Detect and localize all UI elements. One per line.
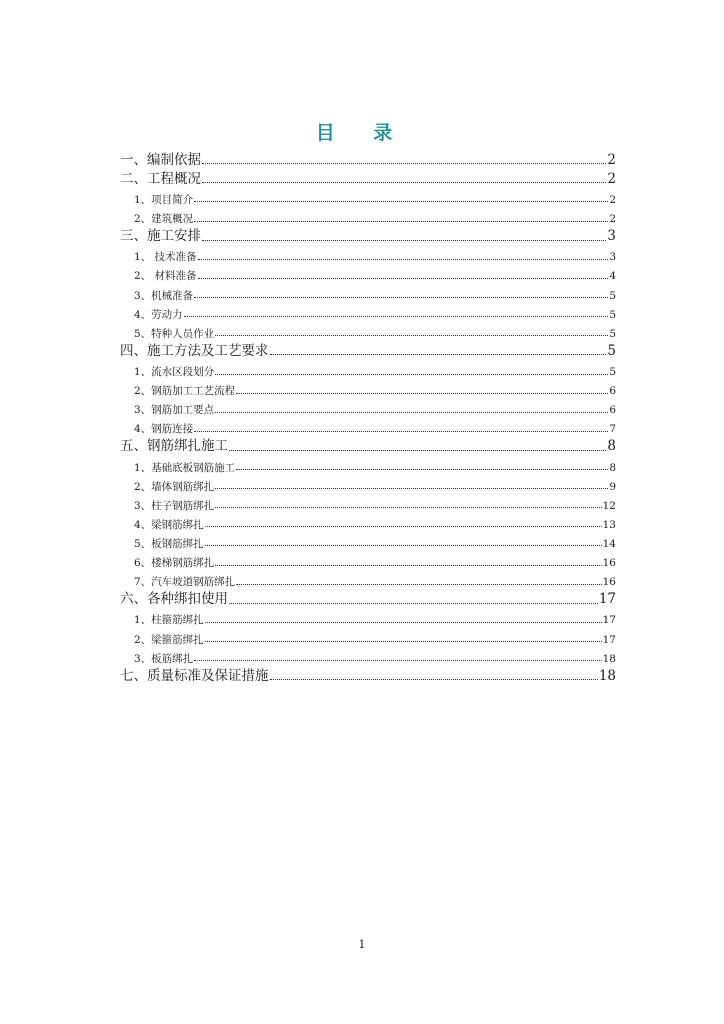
toc-entry-title: 七、质量标准及保证措施	[120, 667, 269, 684]
toc-entry-page: 5	[609, 366, 616, 378]
toc-entry-title: 3、钢筋加工要点	[134, 404, 215, 417]
toc-section-entry[interactable]	[120, 588, 616, 607]
dot-leader	[194, 430, 608, 432]
toc-entry-title: 3、板筋绑扎	[134, 652, 194, 665]
toc-entry-title: 三、施工安排	[120, 228, 201, 245]
toc-entry-title: 3、柱子钢筋绑扎	[134, 499, 215, 512]
toc-entry-title: 4、钢筋连接	[134, 423, 194, 436]
toc-section-entry[interactable]	[120, 225, 616, 244]
toc-entry-page: 2	[607, 151, 616, 168]
toc-entry-title: 1、 技术准备	[134, 251, 197, 264]
toc-entry-title: 7、汽车坡道钢筋绑扎	[134, 576, 236, 589]
toc-entry-title: 四、施工方法及工艺要求	[120, 342, 269, 359]
dot-leader	[205, 640, 602, 642]
toc-subsection-entry[interactable]	[120, 301, 616, 320]
toc-subsection-entry[interactable]	[120, 549, 616, 568]
toc-entry-page: 4	[609, 270, 616, 283]
toc-entry-page: 16	[602, 557, 616, 570]
toc-subsection-entry[interactable]	[120, 492, 616, 511]
toc-entry-title: 1、项目简介	[134, 193, 194, 206]
toc-entry-page: 3	[609, 251, 616, 264]
toc-subsection-entry[interactable]	[120, 626, 616, 645]
toc-entry-page: 8	[609, 461, 616, 474]
toc-subsection-entry[interactable]	[120, 186, 616, 205]
toc-entry-page: 16	[602, 576, 616, 589]
dot-leader	[194, 220, 608, 222]
page-title: 目 录	[315, 122, 409, 144]
toc-subsection-entry[interactable]	[120, 607, 616, 626]
toc-subsection-entry[interactable]	[120, 205, 616, 224]
toc-entry-page: 12	[602, 499, 616, 512]
toc-section-entry[interactable]	[120, 664, 616, 683]
toc-entry-title: 4、梁钢筋绑扎	[134, 518, 204, 531]
toc-subsection-entry[interactable]	[120, 358, 616, 377]
dot-leader	[215, 411, 608, 413]
toc-subsection-entry[interactable]	[120, 244, 616, 263]
toc-entry-page: 5	[607, 342, 616, 359]
toc-subsection-entry[interactable]	[120, 569, 616, 588]
dot-leader	[270, 353, 607, 355]
dot-leader	[198, 277, 609, 279]
toc-entry-title: 一、编制依据	[120, 151, 201, 168]
toc-subsection-entry[interactable]	[120, 645, 616, 664]
toc-entry-title: 二、工程概况	[120, 170, 201, 187]
toc-entry-page: 18	[598, 667, 616, 684]
dot-leader	[202, 162, 606, 164]
toc-entry-page: 17	[598, 591, 616, 608]
toc-entry-title: 1、基础底板钢筋施工	[134, 461, 236, 474]
dot-leader	[236, 468, 608, 470]
toc-entry-page: 2	[609, 193, 616, 206]
dot-leader	[198, 258, 609, 260]
toc-section-entry[interactable]	[120, 167, 616, 186]
toc-entry-page: 5	[609, 308, 616, 321]
toc-entry-title: 4、劳动力	[134, 308, 183, 321]
toc-subsection-entry[interactable]	[120, 530, 616, 549]
toc-entry-title: 2、建筑概况	[134, 213, 194, 226]
dot-leader	[205, 525, 602, 527]
toc-entry-title: 六、各种绑扣使用	[120, 591, 228, 608]
dot-leader	[236, 583, 601, 585]
toc-entry-title: 1、柱箍筋绑扎	[134, 614, 204, 627]
toc-subsection-entry[interactable]	[120, 454, 616, 473]
toc-entry-page: 9	[609, 480, 616, 493]
toc-entry-page: 7	[609, 423, 616, 436]
toc-subsection-entry[interactable]	[120, 511, 616, 530]
toc-subsection-entry[interactable]	[120, 473, 616, 492]
dot-leader	[205, 544, 602, 546]
toc-entry-title: 6、楼梯钢筋绑扎	[134, 557, 215, 570]
dot-leader	[194, 659, 601, 661]
toc-subsection-entry[interactable]	[120, 320, 616, 339]
dot-leader	[194, 296, 608, 298]
dot-leader	[215, 506, 601, 508]
toc-entry-title: 2、墙体钢筋绑扎	[134, 480, 215, 493]
toc-entry-page: 18	[602, 652, 616, 665]
toc-subsection-entry[interactable]	[120, 397, 616, 416]
toc-entry-title: 2、钢筋加工工艺流程	[134, 385, 236, 398]
toc-entry-page: 17	[602, 614, 616, 627]
toc-entry-page: 6	[609, 385, 616, 398]
toc-subsection-entry[interactable]	[120, 282, 616, 301]
dot-leader	[205, 621, 602, 623]
toc-entry-page: 8	[607, 438, 616, 455]
dot-leader	[215, 373, 608, 375]
toc-subsection-entry[interactable]	[120, 378, 616, 397]
toc-entry-page: 5	[609, 327, 616, 340]
toc-entry-title: 2、梁箍筋绑扎	[134, 633, 204, 646]
dot-leader	[202, 181, 606, 183]
toc-entry-page: 14	[602, 537, 616, 550]
toc-section-entry[interactable]	[120, 148, 616, 167]
toc-section-entry[interactable]	[120, 435, 616, 454]
dot-leader	[270, 678, 598, 680]
toc-entry-page: 3	[607, 228, 616, 245]
toc-entry-title: 3、机械准备	[134, 289, 194, 302]
toc-entry-title: 5、板钢筋绑扎	[134, 537, 204, 550]
page-number: 1	[358, 938, 366, 951]
toc-entry-page: 2	[609, 213, 616, 226]
toc-entry-page: 2	[607, 170, 616, 187]
toc-entry-title: 5、特种人员作业	[134, 327, 215, 340]
dot-leader	[184, 315, 609, 317]
dot-leader	[229, 602, 598, 604]
toc-entry-page: 17	[602, 633, 616, 646]
toc-subsection-entry[interactable]	[120, 416, 616, 435]
toc-entry-title: 1、流水区段划分	[134, 366, 215, 378]
toc-entry-title: 五、钢筋绑扎施工	[120, 438, 228, 455]
table-of-contents	[120, 148, 616, 683]
toc-entry-title: 2、 材料准备	[134, 270, 197, 283]
toc-section-entry[interactable]	[120, 339, 616, 358]
toc-entry-page: 6	[609, 404, 616, 417]
dot-leader	[215, 334, 608, 336]
dot-leader	[215, 487, 608, 489]
toc-entry-page: 13	[602, 518, 616, 531]
dot-leader	[202, 239, 606, 241]
dot-leader	[229, 449, 606, 451]
toc-subsection-entry[interactable]	[120, 263, 616, 282]
dot-leader	[215, 564, 601, 566]
dot-leader	[236, 392, 608, 394]
dot-leader	[194, 200, 608, 202]
toc-entry-page: 5	[609, 289, 616, 302]
